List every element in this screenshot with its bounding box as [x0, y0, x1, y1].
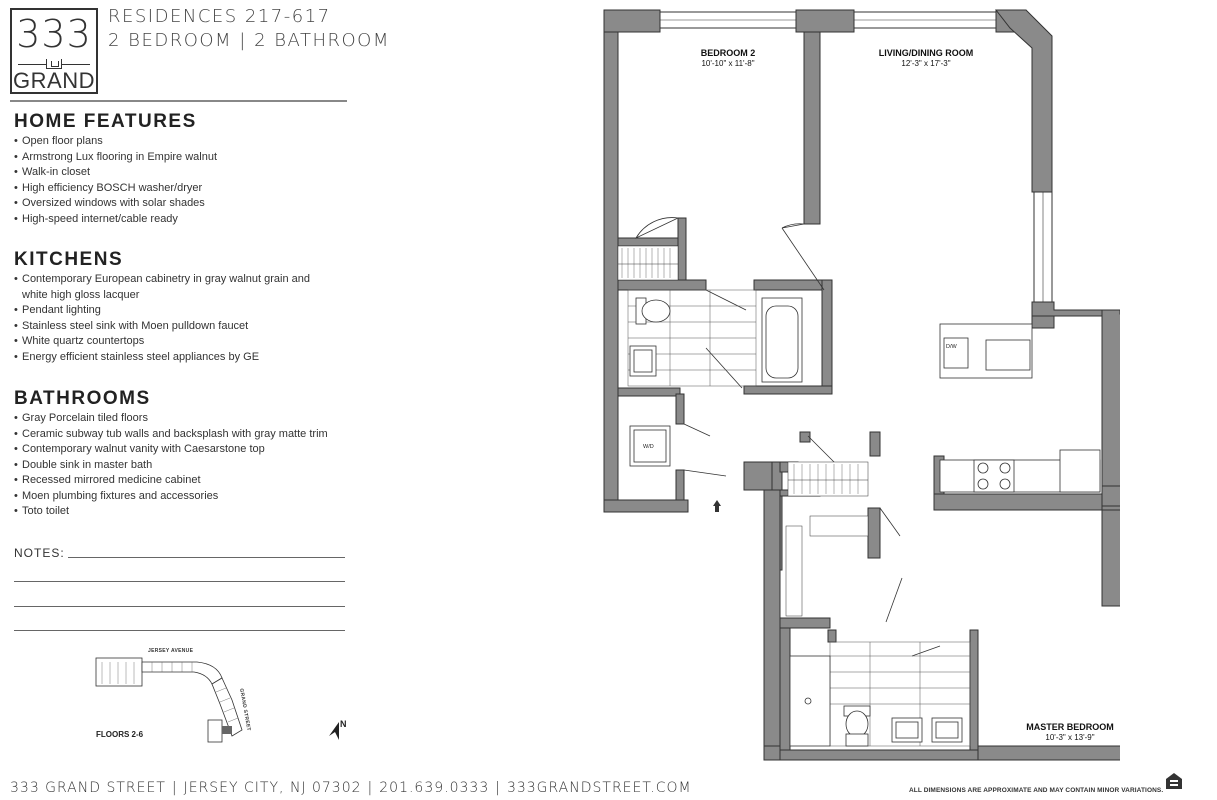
room-dims-bedroom2: 10'-10" x 11'-8" — [701, 59, 755, 68]
entry-arrow-icon — [713, 500, 721, 512]
street-label-grand: GRAND STREET — [238, 688, 252, 732]
notes-line — [14, 630, 345, 631]
room-dims-living: 12'-3" x 17'-3" — [901, 59, 951, 68]
north-label: N — [340, 719, 347, 729]
footer-address: 333 GRAND STREET — [10, 780, 166, 796]
logo-word: GRAND — [13, 68, 95, 93]
notes-line — [14, 581, 345, 582]
footer-separator: | — [171, 780, 178, 796]
bathrooms-list — [14, 411, 374, 520]
equal-housing-icon — [1166, 773, 1182, 791]
logo-number: 333 — [16, 12, 92, 56]
list-item: • Gray Porcelain tiled floors — [14, 411, 374, 427]
list-item: • White quartz countertops — [14, 334, 374, 350]
room-dims-master: 10'-3" x 13'-9" — [1045, 733, 1095, 742]
floors-label: FLOORS 2-6 — [96, 730, 144, 739]
list-item: • Armstrong Lux flooring in Empire walnut — [14, 150, 374, 166]
notes-line — [14, 606, 345, 607]
floor-plan — [600, 6, 1120, 766]
bathrooms-section — [14, 388, 374, 520]
washer-dryer-label: W/D — [643, 444, 654, 450]
list-item: • Toto toilet — [14, 504, 374, 520]
list-item-continuation: white high gloss lacquer — [22, 288, 140, 301]
street-label-jersey: JERSEY AVENUE — [148, 648, 194, 654]
residences-title: RESIDENCES 217-617 — [108, 6, 331, 27]
list-item: • Walk-in closet — [14, 165, 374, 181]
list-item: • High efficiency BOSCH washer/dryer — [14, 181, 374, 197]
home-features-list — [14, 134, 374, 227]
kitchens-title: KITCHENS — [14, 249, 124, 270]
list-item: • Pendant lighting — [14, 303, 374, 319]
home-features-title: HOME FEATURES — [14, 111, 197, 132]
list-item: • Recessed mirrored medicine cabinet — [14, 473, 374, 489]
list-item: • High-speed internet/cable ready — [14, 212, 374, 228]
list-item — [14, 272, 374, 303]
room-label-bedroom2: BEDROOM 2 — [700, 48, 756, 58]
floor-plan-drawing — [600, 6, 1120, 766]
list-item: • Stainless steel sink with Moen pulldown faucet — [14, 319, 374, 335]
list-item: • Double sink in master bath — [14, 458, 374, 474]
footer-city: JERSEY CITY, NJ 07302 — [183, 780, 362, 796]
list-item: • Oversized windows with solar shades — [14, 196, 374, 212]
list-item: • Contemporary walnut vanity with Caesarstone top — [14, 442, 374, 458]
footer-separator: | — [495, 780, 501, 796]
footer-separator: | — [367, 780, 374, 796]
room-label-master: MASTER BEDROOM — [1026, 722, 1114, 732]
notes-label: NOTES: — [14, 546, 65, 560]
list-item: • Open floor plans — [14, 134, 374, 150]
list-item: • Energy efficient stainless steel appliances by GE — [14, 350, 374, 366]
unit-type: 2 BEDROOM | 2 BATHROOM — [108, 30, 390, 51]
room-label-living: LIVING/DINING ROOM — [878, 48, 974, 58]
home-features-section — [14, 111, 374, 227]
kitchens-section — [14, 249, 374, 365]
notes-line — [68, 557, 345, 558]
dishwasher-label: D/W — [946, 344, 957, 350]
footer-contact — [10, 780, 692, 796]
kitchens-list — [14, 272, 374, 365]
list-item: • Moen plumbing fixtures and accessories — [14, 489, 374, 505]
bathrooms-title: BATHROOMS — [14, 388, 151, 409]
disclaimer: ALL DIMENSIONS ARE APPROXIMATE AND MAY CONTAIN MINOR VARIATIONS. — [909, 787, 1164, 794]
divider — [10, 100, 347, 102]
footer-phone[interactable]: 201.639.0333 — [379, 780, 490, 796]
list-item-text: Contemporary European cabinetry in gray walnut grain and — [22, 273, 310, 285]
logo — [10, 8, 98, 94]
footer-website[interactable]: 333GRANDSTREET.COM — [506, 780, 692, 796]
unit-highlight — [222, 726, 232, 734]
list-item: • Ceramic subway tub walls and backsplash with gray matte trim — [14, 427, 374, 443]
